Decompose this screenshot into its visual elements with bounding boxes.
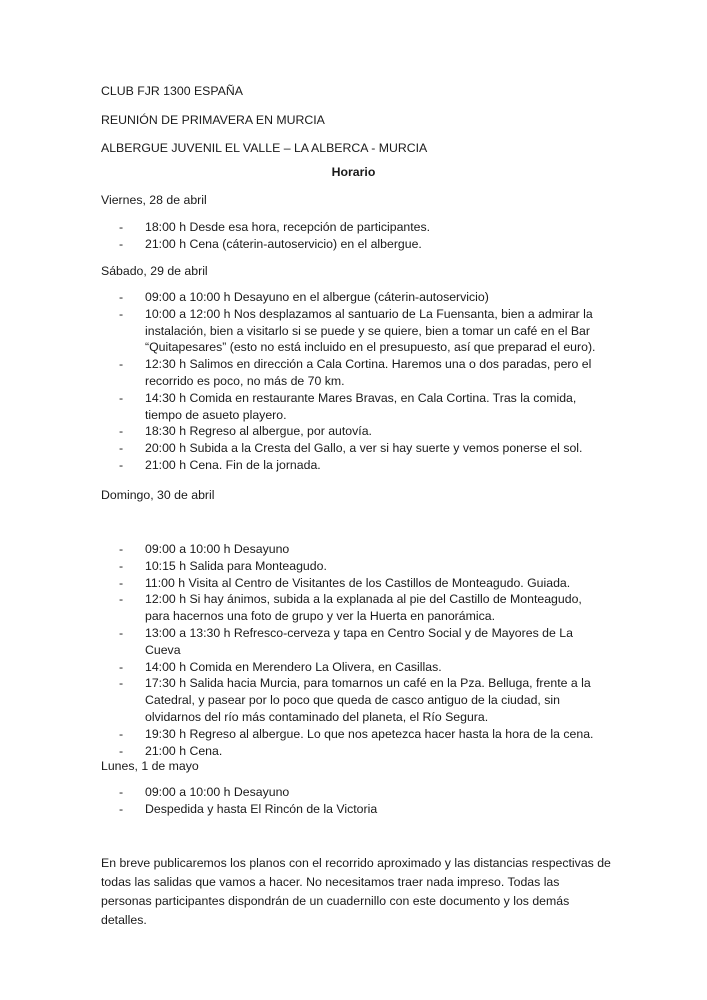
monday-schedule-list — [0, 784, 707, 818]
bullet-dash: - — [119, 676, 124, 691]
sunday-schedule-list — [0, 541, 707, 759]
meeting-title: REUNIÓN DE PRIMAVERA EN MURCIA — [101, 113, 325, 127]
day-heading-saturday: Sábado, 29 de abril — [101, 264, 208, 278]
list-item: - 12:00 h Si hay ánimos, subida a la explanada al pie del Castillo de Monteagudo, para hacernos una foto de grupo y ver la Huerta en panorámica. — [119, 592, 582, 624]
club-name: CLUB FJR 1300 ESPAÑA — [101, 84, 243, 98]
bullet-dash: - — [119, 726, 124, 741]
bullet-dash: - — [119, 625, 124, 640]
list-item: - 14:00 h Comida en Merendero La Olivera, en Casillas. — [119, 659, 442, 674]
list-item: - 21:00 h Cena. Fin de la jornada. — [119, 457, 321, 472]
bullet-dash: - — [119, 220, 124, 234]
list-item: - 11:00 h Visita al Centro de Visitantes de los Castillos de Monteagudo. Guiada. — [119, 575, 571, 590]
day-heading-monday: Lunes, 1 de mayo — [101, 759, 199, 773]
list-item: - 09:00 a 10:00 h Desayuno — [119, 542, 290, 556]
list-item: - 18:00 h Desde esa hora, recepción de participantes. — [119, 220, 431, 234]
list-item: - 10:15 h Salida para Monteagudo. — [119, 558, 327, 573]
day-heading-sunday: Domingo, 30 de abril — [101, 488, 215, 502]
bullet-dash: - — [119, 575, 124, 590]
list-item: - 12:30 h Salimos en dirección a Cala Cortina. Haremos una o dos paradas, pero el recorrido es poco, no más de 70 km. — [119, 357, 592, 388]
list-item: - 10:00 a 12:00 h Nos desplazamos al santuario de La Fuensanta, bien a admirar la instalación, bien a visitarlo si se puede y se quiere, bien a tomar un café en el Bar “Quitapesares” (esto no está incluido en el presupuesto, así que preparad el euro). — [119, 306, 596, 355]
schedule-title: Horario — [331, 165, 376, 179]
venue-line: ALBERGUE JUVENIL EL VALLE – LA ALBERCA - MURCIA — [101, 141, 428, 155]
list-item: - 18:30 h Regreso al albergue, por autovía. — [119, 424, 372, 439]
list-item: - 13:00 a 13:30 h Refresco-cerveza y tapa en Centro Social y de Mayores de La Cueva — [119, 625, 573, 657]
list-item: - 17:30 h Salida hacia Murcia, para tomarnos un café en la Pza. Belluga, frente a la Catedral, y pasear por lo poco que queda de casco antiguo de la ciudad, sin olvidarnos del río más contaminado del planeta, el Río Segura. — [119, 676, 591, 724]
list-item: - 21:00 h Cena (cáterin-autoservicio) en el albergue. — [119, 236, 422, 251]
list-item: - 14:30 h Comida en restaurante Mares Bravas, en Cala Cortina. Tras la comida, tiempo de asueto playero. — [119, 390, 577, 422]
bullet-dash: - — [119, 659, 124, 674]
bullet-dash: - — [119, 236, 124, 251]
bullet-dash: - — [119, 592, 124, 607]
bullet-dash: - — [119, 357, 124, 372]
list-item: - Despedida y hasta El Rincón de la Victoria — [119, 801, 378, 816]
bullet-dash: - — [119, 424, 124, 439]
bullet-dash: - — [119, 390, 124, 405]
list-item: - 19:30 h Regreso al albergue. Lo que nos apetezca hacer hasta la hora de la cena. — [119, 726, 594, 741]
list-item: - 09:00 a 10:00 h Desayuno — [119, 785, 290, 799]
saturday-schedule-list — [0, 289, 707, 474]
bullet-dash: - — [119, 441, 124, 456]
bullet-dash: - — [119, 306, 124, 321]
bullet-dash: - — [119, 290, 124, 304]
day-heading-friday: Viernes, 28 de abril — [101, 193, 207, 207]
closing-paragraph: En breve publicaremos los planos con el recorrido aproximado y las distancias respectivas de todas las salidas que vamos a hacer. No necesitamos traer nada impreso. Todas las personas participantes dispondrán de un cuadernillo con este documento y los demás detalles. — [101, 856, 611, 927]
bullet-dash: - — [119, 801, 124, 816]
list-item: - 21:00 h Cena. — [119, 743, 223, 758]
friday-schedule-list — [0, 219, 707, 253]
bullet-dash: - — [119, 785, 124, 799]
bullet-dash: - — [119, 558, 124, 573]
bullet-dash: - — [119, 542, 124, 556]
list-item: - 09:00 a 10:00 h Desayuno en el albergue (cáterin-autoservicio) — [119, 290, 489, 304]
list-item: - 20:00 h Subida a la Cresta del Gallo, a ver si hay suerte y vemos ponerse el sol. — [119, 441, 583, 456]
bullet-dash: - — [119, 457, 124, 472]
bullet-dash: - — [119, 743, 124, 758]
